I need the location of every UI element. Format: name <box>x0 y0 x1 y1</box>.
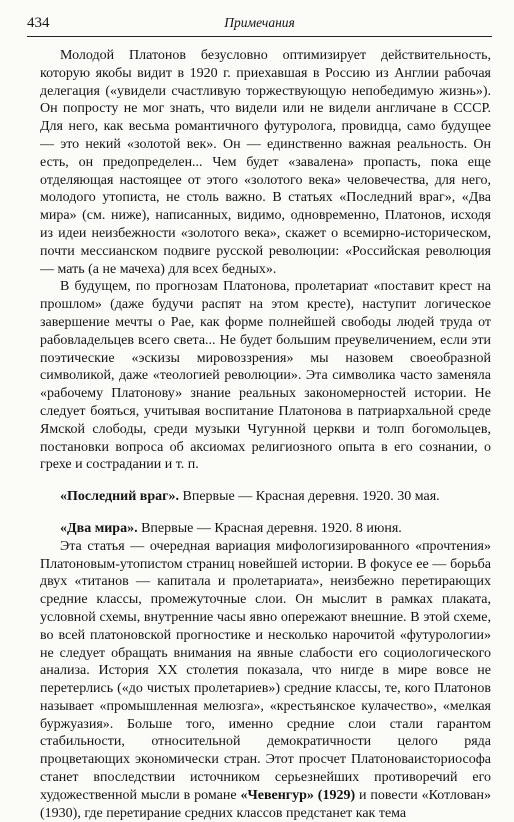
paragraph-text: Эта статья — очередная вариация мифологизированного «прочтения» Платоновым-утопистом страниц новейшей истории. В фокусе ее — борьба двух «титанов — капитала и пролетариата», неизбежно перетирающих средние классы, промежуточные слои. Он мыслит в рамках плаката, условной схемы, внутренние часы явно опережают внешние. В этой схеме, во всей платоновской прогностике и несколько нарочитой «футурологии» не следует обращать внимания на явные слабости его социологического анализа. История XX столетия показала, что нигде в мире вовсе не перетерлись («до чистых пролетариев») средние классы, те, кого Платонов называет «промышленная мелюзга», «крестьянское кулачество», «мелкая буржуазия». Больше того, именно средние слои стали гарантом стабильности, относительной демократичности целого ряда процветающих экономически стран. Этот просчет Платоноваисториософа станет впоследствии источником серьезнейших противоречий его художественной мысли в романе <box>40 538 491 803</box>
paragraph: Молодой Платонов безусловно оптимизирует действительность, которую якобы видит в 1920 г. приехавшая в Россию из Англии рабочая делегация («увидели счастливую торжествующую непобедимую жизнь»). Он попросту не мог знать, что видели или не видели англичане в СССР. Для него, как весьма романтичного футуролога, провидца, само будущее — это некий «золотой век». Он — единственно важная реальность. Он есть, он предопределен... Чем будет «завалена» пропасть, пока еще отделяющая настоящее от этого «золотого века» человечества, для него, молодого утописта, не столь важно. В статьях «Последний враг», «Два мира» (см. ниже), написанных, видимо, одновременно, Платонов, исходя из идеи неизбежности «золотого века», скажет о всемирно-историческом, почти мессианском подвиге русской революции: «Российская революция — мать (а не мачеха) для всех бедных». <box>40 48 491 277</box>
novel-title: «Чевенгур» (1929) <box>240 787 356 803</box>
paragraph: В будущем, по прогнозам Платонова, пролетариат «поставит крест на прошлом» (даже будучи распят на этом кресте), наступит логическое завершение мечты о Рае, как форме полнейшей свободы людей труда от рабовладельцев всего света... Не будет большим преувеличением, если эти поэтические «эскизы мировоззрения» мы назовем своеобразной символикой, даже «теологией революции». Эта символика часто заменяла «рабочему Платонову» знание реальных закономерностей истории. Не следует бояться, учитывая воспитание Платонова в патриархальной среде Ямской слободы, среди музыки Чугунной церкви и толп богомольцев, постановки вопроса об аксиомах религиозного опыта в его сознании, о грехе и сострадании и т. п. <box>40 279 491 473</box>
page-number: 434 <box>27 15 50 31</box>
paragraph <box>40 538 491 822</box>
note-entry-two-worlds <box>40 520 491 538</box>
note-title: «Последний враг». <box>60 489 179 505</box>
paragraph-text: и повести «Котлован» (1930), где перетирание средних классов предстанет как тема <box>40 787 491 821</box>
note-entry-last-enemy <box>40 488 491 506</box>
note-title: «Два мира». <box>60 520 138 536</box>
note-source: Впервые — Красная деревня. 1920. 30 мая. <box>178 489 440 505</box>
page-header <box>27 14 492 37</box>
running-title: Примечания <box>224 15 295 30</box>
body-text <box>40 47 491 822</box>
note-source: Впервые — Красная деревня. 1920. 8 июня. <box>137 520 402 536</box>
